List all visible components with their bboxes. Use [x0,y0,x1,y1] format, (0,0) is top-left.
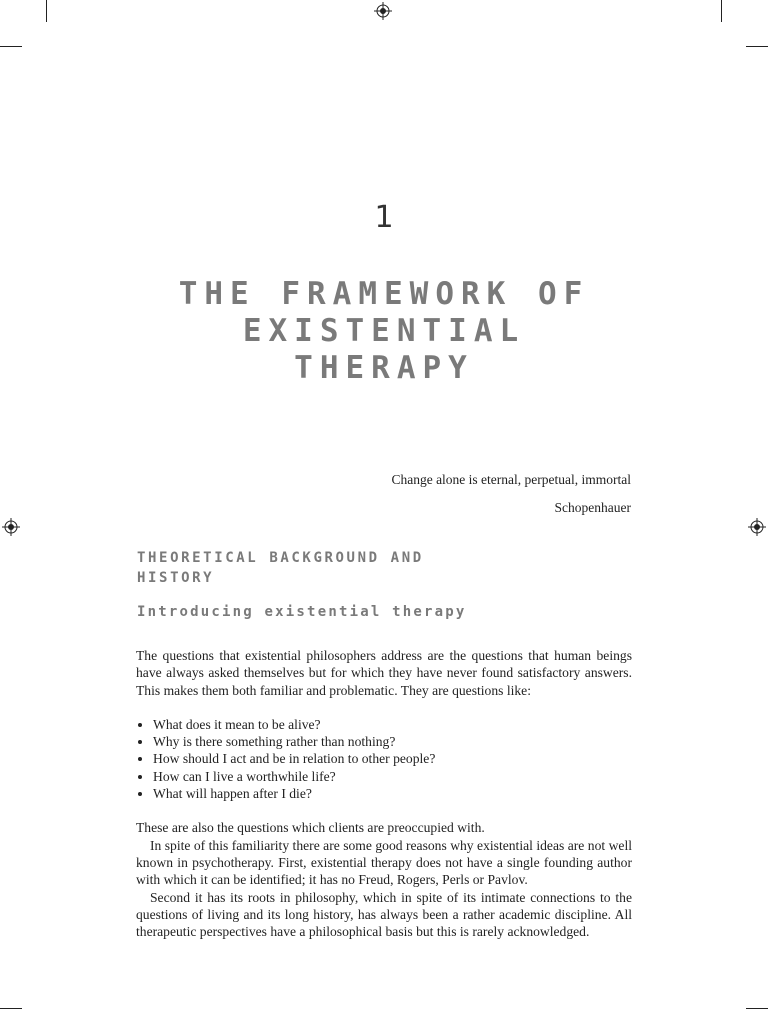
crop-mark-top-left-h [0,46,22,47]
chapter-title-line: THE FRAMEWORK OF [178,276,590,312]
epigraph-quote: Change alone is eternal, perpetual, immortal [391,472,631,487]
registration-mark-icon [2,518,20,536]
body-text [136,647,632,940]
question-list [136,716,632,802]
list-item: • What will happen after I die? [153,785,632,802]
intro-paragraph: The questions that existential philosophers address are the questions that human beings have always asked themselves but for which they have never found satisfactory answers. This makes them both familiar and problematic. They are questions like: [136,648,632,698]
sub-heading: Introducing existential therapy [137,604,467,620]
paragraph: These are also the questions which clients are preoccupied with. [136,820,485,836]
section-heading: THEORETICAL BACKGROUND AND HISTORY [137,550,424,586]
paragraph: In spite of this familiarity there are some good reasons why existential ideas are not well known in psychotherapy. First, existential therapy does not have a single founding author with which it can be identified; it has no Freud, Rogers, Perls or Pavlov. [136,837,632,888]
registration-mark-icon [374,2,392,20]
chapter-title-line: EXISTENTIAL [242,313,526,349]
epigraph [231,472,631,516]
crop-mark-top-right [721,0,722,22]
chapter-number: 1 [374,200,394,235]
list-item: • What does it mean to be alive? [153,716,632,733]
crop-mark-bottom-left-h [0,1008,22,1009]
chapter-title [0,276,768,387]
list-item: • How can I live a worthwhile life? [153,768,632,785]
list-item: • How should I act and be in relation to other people? [153,750,632,767]
crop-mark-top-left [46,0,47,22]
crop-mark-bottom-right-h [746,1008,768,1009]
registration-mark-icon [748,518,766,536]
list-item: • Why is there something rather than nothing? [153,733,632,750]
epigraph-author: Schopenhauer [554,500,631,515]
paragraph: Second it has its roots in philosophy, which in spite of its intimate connections to the questions of living and its long history, has always been a rather academic discipline. All therapeutic perspectives have a philosophical basis but this is rarely acknowledged. [136,889,632,940]
crop-mark-top-right-h [746,46,768,47]
chapter-title-line: THERAPY [294,350,474,386]
